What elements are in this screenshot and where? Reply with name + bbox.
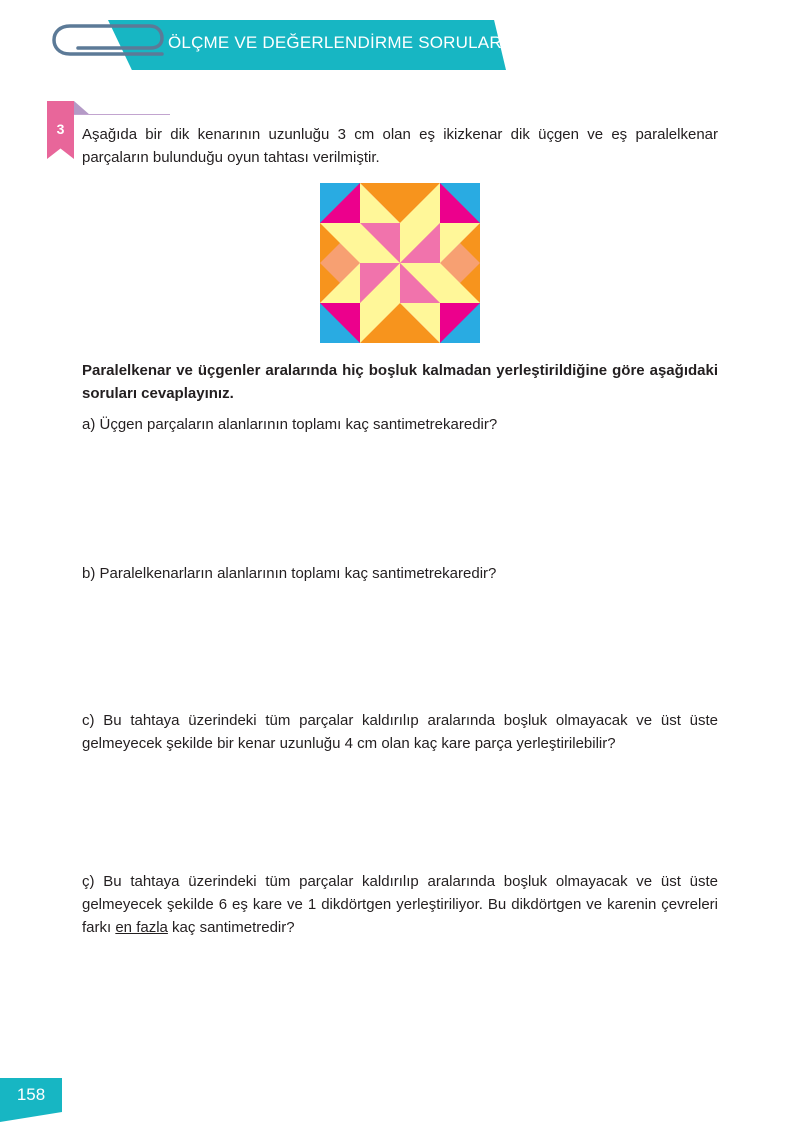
- page-number: 158: [16, 1085, 46, 1104]
- page-number-tab-tail: [0, 1112, 62, 1122]
- question-d: [82, 870, 718, 939]
- badge-corner: [74, 101, 90, 115]
- question-number: 3: [56, 121, 65, 137]
- badge-rule: [74, 114, 170, 115]
- paperclip-icon: [50, 14, 170, 74]
- question-b: b) Paralelkenarların alanlarının toplamı kaç santimetrekaredir?: [82, 565, 497, 582]
- game-board: [320, 183, 480, 343]
- question-intro: Aşağıda bir dik kenarının uzunluğu 3 cm olan eş ikizkenar dik üçgen ve eş paralelkenar parçaların bulunduğu oyun tahtası verilmiştir.: [82, 126, 718, 166]
- question-d-text: ç) Bu tahtaya üzerindeki tüm parçalar kaldırılıp aralarında boşluk olmayacak ve üst üste gelmeyecek şekilde 6 eş kare ve 1 dikdörtgen yerleştiriliyor. Bu dikdörtgen ve karenin çevreleri farkı: [82, 873, 718, 936]
- page-title: ÖLÇME VE DEĞERLENDİRME SORULARI: [168, 33, 507, 52]
- question-c: c) Bu tahtaya üzerindeki tüm parçalar kaldırılıp aralarında boşluk olmayacak ve üst üste gelmeyecek şekilde bir kenar uzunluğu 4 cm olan kaç kare parça yerleştirilebilir?: [82, 712, 718, 752]
- question-d-end: kaç santimetredir?: [167, 919, 295, 936]
- instruction-text: Paralelkenar ve üçgenler aralarında hiç boşluk kalmadan yerleştirildiğine göre aşağıdaki soruları cevaplayınız.: [82, 362, 718, 402]
- question-d-emphasis: en fazla: [115, 919, 168, 936]
- question-a: a) Üçgen parçaların alanlarının toplamı kaç santimetrekaredir?: [82, 416, 498, 433]
